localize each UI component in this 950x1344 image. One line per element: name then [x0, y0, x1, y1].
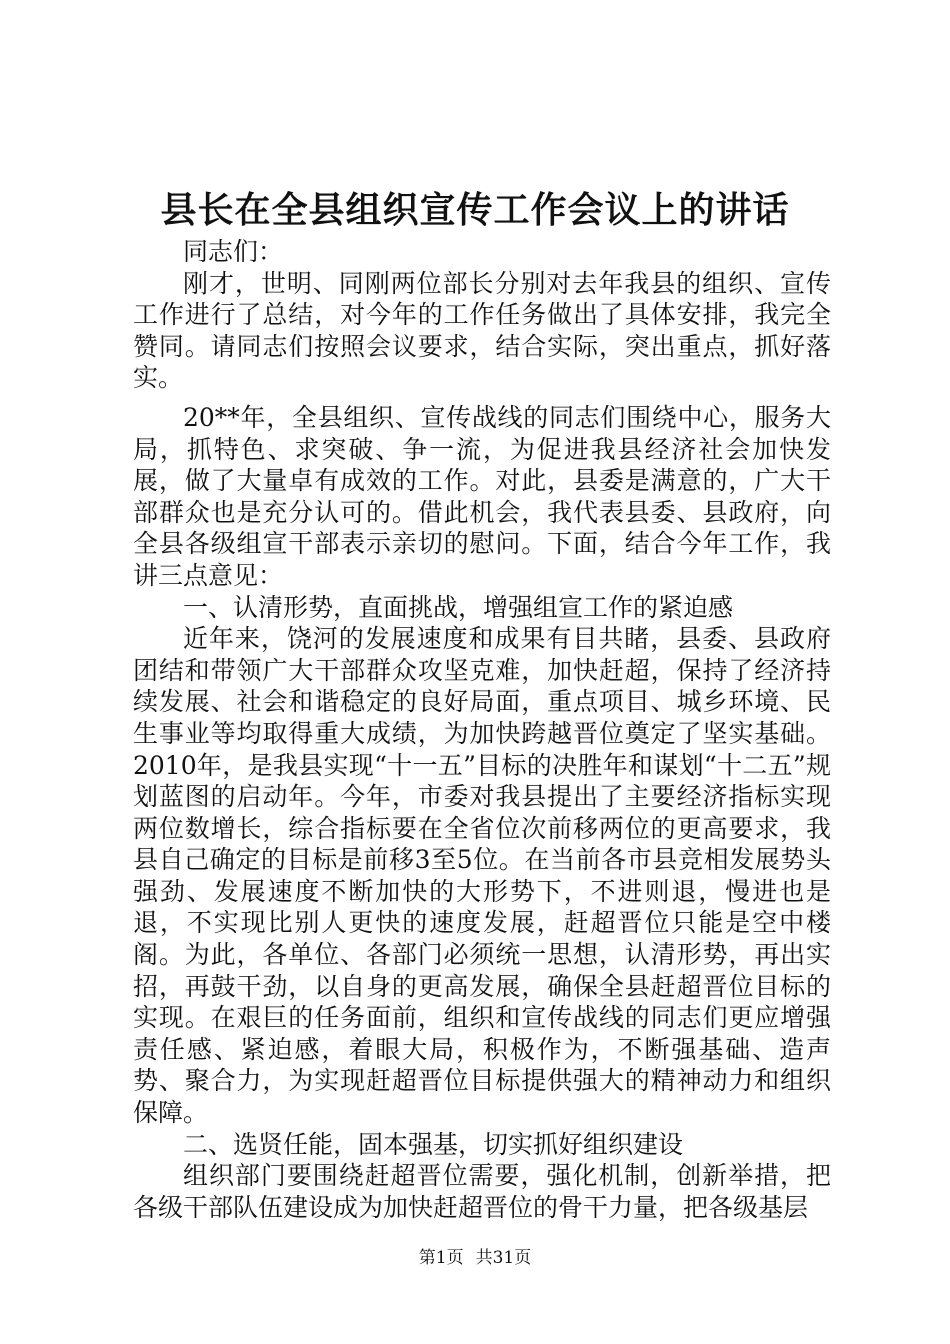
- document-title: 县长在全县组织宣传工作会议上的讲话: [160, 189, 790, 231]
- document-body: [133, 236, 831, 1223]
- body-paragraph: 组织部门要围绕赶超晋位需要，强化机制，创新举措，把各级干部队伍建设成为加快赶超晋位的骨干力量，把各级基层: [133, 1161, 831, 1222]
- page-footer: [0, 1246, 950, 1270]
- section-heading: 二、选贤任能，固本强基，切实抓好组织建设: [183, 1129, 684, 1159]
- page-total: 共31页: [475, 1248, 532, 1268]
- body-paragraph: 刚才，世明、同刚两位部长分别对去年我县的组织、宣传工作进行了总结，对今年的工作任务做出了具体安排，我完全赞同。请同志们按照会议要求，结合实际，突出重点，抓好落实。: [133, 268, 831, 393]
- body-paragraph: 20**年，全县组织、宣传战线的同志们围绕中心，服务大局，抓特色、求突破、争一流，为促进我县经济社会加快发展，做了大量卓有成效的工作。对此，县委是满意的，广大干部群众也是充分认可的。借此机会，我代表县委、县政府，向全县各级组宣干部表示亲切的慰问。下面，结合今年工作，我讲三点意见：: [133, 402, 831, 590]
- section-heading: 一、认清形势，直面挑战，增强组宣工作的紧迫感: [183, 592, 734, 622]
- page-number: 第1页: [418, 1248, 464, 1268]
- salutation-paragraph: 同志们：: [183, 237, 284, 266]
- body-paragraph: 近年来，饶河的发展速度和成果有目共睹，县委、县政府团结和带领广大干部群众攻坚克难，加快赶超，保持了经济持续发展、社会和谐稳定的良好局面，重点项目、城乡环境、民生事业等均取得重大成绩，为加快跨越晋位奠定了坚实基础。2010年，是我县实现“十一五”目标的决胜年和谋划“十二五”规划蓝图的启动年。今年，市委对我县提出了主要经济指标实现两位数增长，综合指标要在全省位次前移两位的更高要求，我县自己确定的目标是前移3至5位。在当前各市县竞相发展势头强劲、发展速度不断加快的大形势下，不进则退，慢进也是退，不实现比别人更快的速度发展，赶超晋位只能是空中楼阁。为此，各单位、各部门必须统一思想，认清形势，再出实招，再鼓干劲，以自身的更高发展，确保全县赶超晋位目标的实现。在艰巨的任务面前，组织和宣传战线的同志们更应增强责任感、紧迫感，着眼大局，积极作为，不断强基础、造声势、聚合力，为实现赶超晋位目标提供强大的精神动力和组织保障。: [133, 624, 831, 1128]
